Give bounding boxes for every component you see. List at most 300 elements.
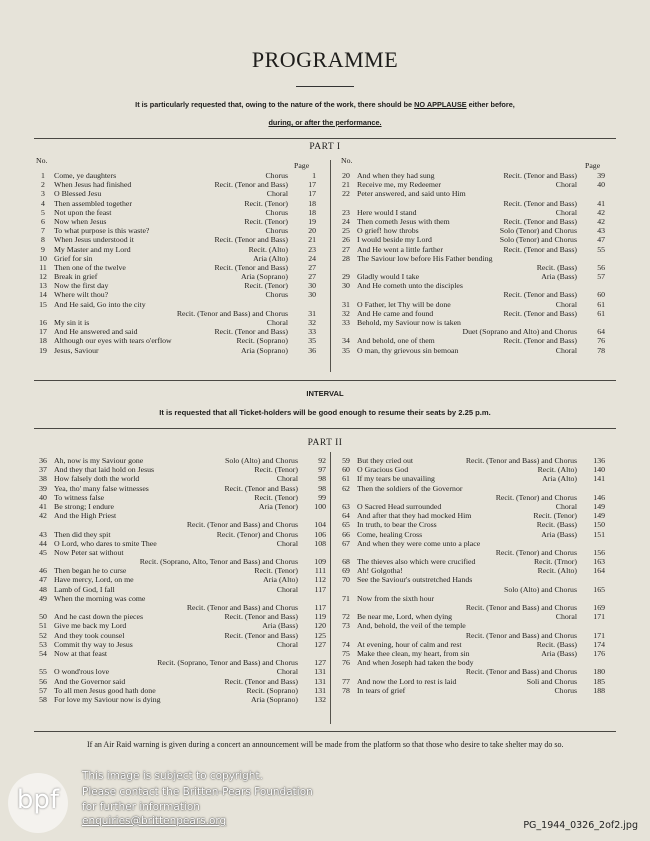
- item-title: To what purpose is this waste?: [54, 226, 150, 236]
- part1-left-column: [36, 171, 316, 355]
- applause-request-pre: It is particularly requested that, owing to the nature of the work, there should be: [135, 100, 415, 109]
- item-page: 185: [593, 676, 605, 686]
- item-title: Jesus, Saviour: [54, 345, 99, 355]
- part1-column-divider: [330, 160, 331, 372]
- page-title: PROGRAMME: [251, 47, 399, 72]
- item-number: 5: [41, 207, 45, 217]
- item-number: 41: [39, 501, 47, 511]
- item-page: 20: [308, 226, 316, 236]
- item-title: The Saviour low before His Father bending: [357, 253, 493, 263]
- item-number: 36: [39, 456, 47, 465]
- part2-left-column: [36, 456, 326, 704]
- part2-heading: PART II: [307, 438, 343, 448]
- item-page: 47: [597, 235, 605, 245]
- divider-interval-bottom: [34, 428, 616, 429]
- item-page: 30: [308, 290, 316, 300]
- programme-item: [36, 327, 316, 336]
- item-page: 117: [314, 584, 326, 594]
- item-title: Ah, now is my Saviour gone: [54, 456, 144, 465]
- item-number: 34: [342, 336, 350, 346]
- item-number: 59: [342, 456, 350, 465]
- item-title: And He cometh unto the disciples: [357, 281, 463, 291]
- item-title: When Jesus had finished: [54, 180, 132, 190]
- item-title: O Sacred Head surrounded: [357, 501, 442, 511]
- programme-item: [36, 336, 316, 345]
- item-description: Recit. (Tenor and Bass): [503, 244, 577, 254]
- item-title: Then did they spit: [54, 529, 111, 539]
- item-description: Chorus: [265, 226, 288, 236]
- item-description: Recit. (Soprano, Tenor and Bass) and Chorus: [157, 658, 298, 668]
- item-page: 24: [308, 253, 316, 263]
- item-description: Recit. (Tenor and Bass): [503, 198, 577, 208]
- item-page: 111: [314, 566, 326, 576]
- item-page: 40: [597, 180, 605, 190]
- programme-item: [36, 290, 316, 299]
- item-number: 56: [39, 676, 47, 686]
- programme-item: [36, 456, 326, 465]
- item-description: Recit. (Tenor): [254, 492, 298, 502]
- programme-item: [36, 585, 326, 594]
- programme-item: [339, 336, 605, 345]
- programme-item: [339, 502, 605, 511]
- item-page: 99: [318, 492, 326, 502]
- item-number: 51: [39, 621, 47, 631]
- item-page: 117: [314, 603, 326, 612]
- item-number: 24: [342, 216, 350, 226]
- item-description: Recit. (Alto): [537, 465, 577, 475]
- item-description: Recit. (Bass): [536, 520, 577, 530]
- programme-item: [339, 667, 605, 676]
- no-applause: NO APPLAUSE: [414, 100, 467, 109]
- item-page: 17: [308, 180, 316, 190]
- programme-item: [339, 318, 605, 327]
- item-page: 42: [597, 207, 605, 217]
- item-title: If my tears be unavailing: [357, 474, 435, 484]
- item-page: 132: [314, 694, 326, 704]
- programme-item: [339, 235, 605, 244]
- item-description: Choral: [555, 501, 577, 511]
- programme-item: [36, 511, 326, 520]
- item-title: Lamb of God, I fall: [54, 584, 115, 594]
- programme-item: [339, 621, 605, 630]
- item-number: 61: [342, 474, 350, 484]
- item-number: 77: [342, 676, 350, 686]
- item-title: My Master and my Lord: [54, 244, 131, 254]
- item-title: When Jesus understood it: [54, 235, 134, 245]
- divider-interval-top: [34, 380, 616, 381]
- item-title: Receive me, my Redeemer: [357, 180, 441, 190]
- programme-item: [36, 575, 326, 584]
- item-title: Now the first day: [54, 281, 109, 291]
- item-title: Come, healing Cross: [357, 529, 423, 539]
- item-number: 27: [342, 244, 350, 254]
- item-description: Choral: [276, 584, 298, 594]
- item-description: Recit. (Tenor and Bass) and Chorus: [186, 520, 298, 530]
- programme-item: [339, 226, 605, 235]
- item-title: To all men Jesus good hath done: [54, 685, 156, 695]
- part1-right-page-label: Page: [585, 161, 601, 170]
- item-page: 188: [593, 685, 605, 695]
- part1-heading: PART I: [309, 142, 341, 152]
- item-page: 180: [593, 667, 605, 677]
- item-description: Choral: [266, 189, 288, 199]
- contact-email-link[interactable]: enquiries@brittenpears.org: [82, 815, 227, 827]
- programme-item: [339, 189, 605, 198]
- item-page: 21: [308, 235, 316, 245]
- item-page: 97: [318, 465, 326, 475]
- applause-request-line2: [60, 114, 590, 132]
- programme-item: [36, 235, 316, 244]
- item-title: Behold, my Saviour now is taken: [357, 318, 461, 327]
- programme-item: [339, 594, 605, 603]
- item-title: Be strong; I endure: [54, 501, 114, 511]
- item-title: See the Saviour's outstretched Hands: [357, 575, 473, 585]
- programme-item: [36, 649, 326, 658]
- item-page: 18: [308, 198, 316, 208]
- programme-item: [339, 171, 605, 180]
- item-title: Yea, tho' many false witnesses: [54, 483, 149, 493]
- programme-item: [36, 695, 326, 704]
- item-number: 40: [39, 492, 47, 502]
- item-page: 150: [593, 520, 605, 530]
- item-number: 50: [39, 612, 47, 622]
- item-page: 108: [314, 538, 326, 548]
- item-page: 19: [308, 216, 316, 226]
- item-title: And when they had sung: [357, 171, 435, 180]
- item-page: 27: [308, 262, 316, 272]
- item-page: 140: [593, 465, 605, 475]
- item-description: Aria (Bass): [541, 272, 577, 282]
- item-description: Chorus: [265, 207, 288, 217]
- item-description: Aria (Soprano): [241, 345, 288, 355]
- item-page: 35: [308, 336, 316, 346]
- item-page: 131: [314, 685, 326, 695]
- item-page: 174: [593, 639, 605, 649]
- item-title: O Lord, who dares to smite Thee: [54, 538, 157, 548]
- item-number: 69: [342, 566, 350, 576]
- programme-item: [36, 530, 326, 539]
- item-page: 119: [314, 612, 326, 622]
- item-description: Recit. (Trnor): [533, 557, 577, 567]
- item-number: 72: [342, 612, 350, 622]
- item-description: Recit. (Tenor and Bass): [224, 483, 298, 493]
- item-title: Where wilt thou?: [54, 290, 109, 300]
- item-number: 62: [342, 483, 350, 493]
- item-description: Recit. (Tenor and Bass): [214, 180, 288, 190]
- item-title: At evening, hour of calm and rest: [357, 639, 462, 649]
- item-page: 17: [308, 189, 316, 199]
- item-page: 106: [314, 529, 326, 539]
- item-title: And He answered and said: [54, 327, 138, 337]
- item-title: The thieves also which were crucified: [357, 557, 476, 567]
- item-number: 6: [41, 216, 45, 226]
- item-description: Recit. (Tenor and Bass): [214, 235, 288, 245]
- programme-item: [339, 465, 605, 474]
- item-title: O grief! how throbs: [357, 226, 419, 236]
- programme-item: [339, 520, 605, 529]
- item-number: 67: [342, 538, 350, 548]
- item-title: Then cometh Jesus with them: [357, 216, 450, 226]
- item-description: Choral: [555, 299, 577, 309]
- item-number: 60: [342, 465, 350, 475]
- programme-item: [36, 640, 326, 649]
- item-description: Recit. (Soprano): [246, 685, 298, 695]
- item-description: Recit. (Tenor and Bass): [503, 216, 577, 226]
- item-title: Commit thy way to Jesus: [54, 639, 133, 649]
- item-number: 18: [39, 336, 47, 346]
- item-title: Come, ye daughters: [54, 171, 117, 180]
- item-title: And when they were come unto a place: [357, 538, 481, 548]
- programme-item: [36, 309, 316, 318]
- programme-item: [339, 686, 605, 695]
- item-title: O wond'rous love: [54, 667, 110, 677]
- item-page: 18: [308, 207, 316, 217]
- item-page: 78: [597, 345, 605, 355]
- item-description: Recit. (Tenor): [244, 216, 288, 226]
- item-page: 112: [314, 575, 326, 585]
- item-page: 146: [593, 492, 605, 502]
- item-description: Recit. (Alto): [537, 566, 577, 576]
- item-title: Now from the sixth hour: [357, 593, 435, 603]
- item-description: Aria (Alto): [542, 474, 577, 484]
- programme-item: [36, 318, 316, 327]
- item-title: O Blessed Jesu: [54, 189, 102, 199]
- programme-item: [36, 199, 316, 208]
- item-number: 22: [342, 189, 350, 199]
- programme-item: [339, 217, 605, 226]
- item-description: Solo (Tenor) and Chorus: [499, 235, 577, 245]
- item-page: 156: [593, 547, 605, 557]
- item-description: Aria (Alto): [253, 253, 288, 263]
- item-description: Recit. (Tenor and Bass) and Chorus: [176, 308, 288, 318]
- item-page: 31: [308, 308, 316, 318]
- item-page: 92: [318, 456, 326, 465]
- programme-item: [36, 281, 316, 290]
- programme-item: [36, 548, 326, 557]
- item-page: 165: [593, 584, 605, 594]
- programme-item: [339, 575, 605, 584]
- item-number: 54: [39, 648, 47, 658]
- item-description: Recit. (Tenor and Bass) and Chorus: [465, 667, 577, 677]
- item-number: 47: [39, 575, 47, 585]
- item-number: 13: [39, 281, 47, 291]
- item-number: 57: [39, 685, 47, 695]
- programme-item: [339, 631, 605, 640]
- programme-item: [339, 180, 605, 189]
- item-number: 73: [342, 621, 350, 631]
- item-page: 23: [308, 244, 316, 254]
- programme-item: [36, 667, 326, 676]
- item-number: 30: [342, 281, 350, 291]
- programme-item: [36, 346, 316, 355]
- item-number: 17: [39, 327, 47, 337]
- item-title: Now when Jesus: [54, 216, 107, 226]
- programme-item: [36, 217, 316, 226]
- programme-item: [339, 456, 605, 465]
- item-title: Then assembled together: [54, 198, 132, 208]
- item-number: 20: [342, 171, 350, 180]
- item-description: Recit. (Tenor): [254, 566, 298, 576]
- programme-item: [339, 566, 605, 575]
- item-description: Recit. (Tenor and Bass): [503, 308, 577, 318]
- item-number: 10: [39, 253, 47, 263]
- programme-item: [339, 677, 605, 686]
- item-description: Aria (Alto): [263, 575, 298, 585]
- item-number: 37: [39, 465, 47, 475]
- item-title: But they cried out: [357, 456, 414, 465]
- programme-item: [339, 557, 605, 566]
- item-page: 60: [597, 290, 605, 300]
- item-number: 71: [342, 593, 350, 603]
- programme-item: [36, 465, 326, 474]
- item-description: Recit. (Tenor and Bass) and Chorus: [465, 456, 577, 465]
- item-number: 42: [39, 511, 47, 521]
- item-description: Recit. (Tenor and Bass): [224, 630, 298, 640]
- item-description: Solo (Tenor) and Chorus: [499, 226, 577, 236]
- item-page: 120: [314, 621, 326, 631]
- item-number: 3: [41, 189, 45, 199]
- item-description: Recit. (Tenor): [244, 198, 288, 208]
- item-page: 57: [597, 272, 605, 282]
- item-title: How falsely doth the world: [54, 474, 140, 484]
- interval-note: It is requested that all Ticket-holders will be good enough to resume their seats by 2.25 p.m.: [159, 408, 491, 417]
- item-number: 7: [41, 226, 45, 236]
- item-number: 19: [39, 345, 47, 355]
- item-page: 109: [314, 557, 326, 567]
- item-description: Recit. (Bass): [536, 262, 577, 272]
- item-title: Although our eyes with tears o'erflow: [54, 336, 172, 346]
- item-description: Aria (Bass): [541, 648, 577, 658]
- item-description: Choral: [555, 207, 577, 217]
- item-number: 11: [39, 262, 47, 272]
- item-number: 14: [39, 290, 47, 300]
- programme-item: [36, 208, 316, 217]
- item-description: Choral: [555, 345, 577, 355]
- part2-column-divider: [330, 452, 331, 724]
- item-description: Choral: [276, 538, 298, 548]
- air-raid-notice: If an Air Raid warning is given during a concert an announcement will be made from the platform so that those who desire to take shelter may do so.: [87, 740, 564, 749]
- programme-item: [36, 226, 316, 235]
- item-number: 75: [342, 648, 350, 658]
- foundation-logo: [8, 773, 68, 833]
- item-title: Gladly would I take: [357, 272, 420, 282]
- programme-item: [36, 484, 326, 493]
- item-description: Recit. (Tenor): [244, 281, 288, 291]
- programme-item: [36, 300, 316, 309]
- item-number: 55: [39, 667, 47, 677]
- programme-item: [36, 502, 326, 511]
- programme-item: [339, 263, 605, 272]
- divider-bottom: [34, 731, 616, 732]
- item-number: 53: [39, 639, 47, 649]
- item-description: Recit. (Tenor) and Chorus: [495, 547, 577, 557]
- item-title: Have mercy, Lord, on me: [54, 575, 134, 585]
- item-page: 151: [593, 529, 605, 539]
- programme-item: [36, 189, 316, 198]
- item-page: 42: [597, 216, 605, 226]
- item-title: Ah! Golgotha!: [357, 566, 403, 576]
- item-page: 98: [318, 483, 326, 493]
- item-description: Recit. (Tenor and Bass) and Chorus: [465, 630, 577, 640]
- item-page: 30: [308, 281, 316, 291]
- item-number: 48: [39, 584, 47, 594]
- item-description: Recit. (Tenor and Bass) and Chorus: [465, 603, 577, 612]
- item-description: Recit. (Tenor and Bass): [214, 262, 288, 272]
- item-number: 43: [39, 529, 47, 539]
- item-description: Choral: [276, 474, 298, 484]
- item-page: 125: [314, 630, 326, 640]
- programme-item: [339, 272, 605, 281]
- programme-item: [339, 511, 605, 520]
- item-page: 32: [308, 318, 316, 327]
- item-description: Choral: [555, 180, 577, 190]
- programme-item: [36, 245, 316, 254]
- programme-item: [36, 621, 326, 630]
- programme-item: [36, 557, 326, 566]
- programme-item: [36, 493, 326, 502]
- programme-item: [339, 290, 605, 299]
- item-description: Choral: [266, 318, 288, 327]
- item-title: To witness false: [54, 492, 105, 502]
- item-number: 66: [342, 529, 350, 539]
- programme-item: [339, 548, 605, 557]
- divider-top: [34, 138, 616, 139]
- programme-item: [36, 566, 326, 575]
- programme-item: [339, 281, 605, 290]
- contact-line: Please contact the Britten-Pears Foundation: [82, 786, 313, 798]
- programme-item: [36, 254, 316, 263]
- item-page: 164: [593, 566, 605, 576]
- item-page: 56: [597, 262, 605, 272]
- item-description: Recit. (Tenor and Bass) and Chorus: [186, 603, 298, 612]
- item-title: And He came and found: [357, 308, 434, 318]
- item-number: 16: [39, 318, 47, 327]
- item-title: I would beside my Lord: [357, 235, 432, 245]
- item-page: 1: [312, 171, 316, 180]
- item-description: Recit. (Bass): [536, 639, 577, 649]
- item-page: 104: [314, 520, 326, 530]
- item-title: Peter answered, and said unto Him: [357, 189, 466, 199]
- programme-item: [36, 677, 326, 686]
- part1-left-page-label: Page: [294, 161, 310, 170]
- item-page: 141: [593, 474, 605, 484]
- item-page: 131: [314, 667, 326, 677]
- item-number: 2: [41, 180, 45, 190]
- programme-item: [36, 594, 326, 603]
- programme-item: [36, 180, 316, 189]
- programme-item: [339, 208, 605, 217]
- programme-item: [339, 539, 605, 548]
- item-description: Chorus: [554, 685, 577, 695]
- item-number: 68: [342, 557, 350, 567]
- item-number: 12: [39, 272, 47, 282]
- item-number: 63: [342, 501, 350, 511]
- item-title: Make thee clean, my heart, from sin: [357, 648, 470, 658]
- programme-item: [339, 346, 605, 355]
- programme-item: [339, 640, 605, 649]
- item-title: Here would I stand: [357, 207, 417, 217]
- item-title: O man, thy grievous sin bemoan: [357, 345, 459, 355]
- item-title: And when Joseph had taken the body: [357, 658, 474, 668]
- item-title: Break in grief: [54, 272, 98, 282]
- item-page: 127: [314, 658, 326, 668]
- item-number: 28: [342, 253, 350, 263]
- programme-item: [36, 272, 316, 281]
- item-number: 15: [39, 299, 47, 309]
- programme-item: [36, 263, 316, 272]
- programme-item: [36, 686, 326, 695]
- item-description: Recit. (Tenor and Bass): [503, 336, 577, 346]
